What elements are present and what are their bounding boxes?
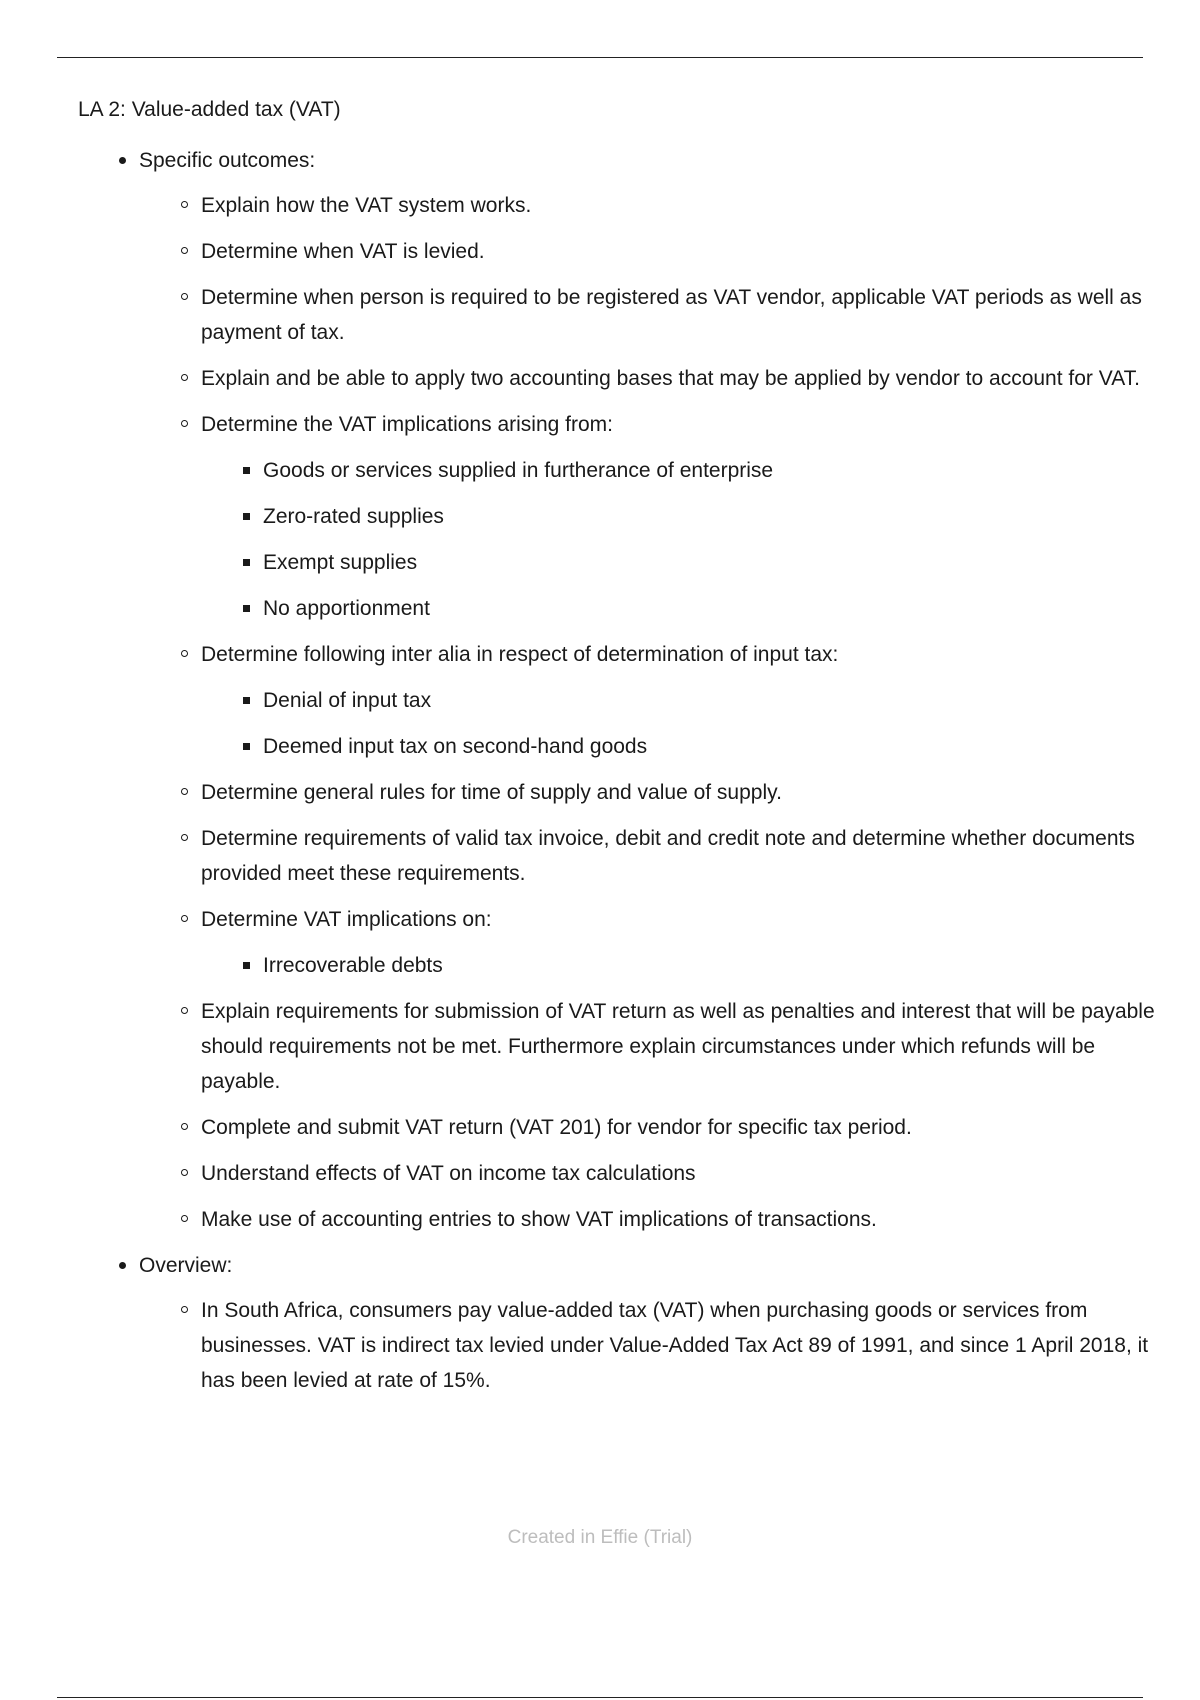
sub-list-item: Goods or services supplied in furtherance of enterprise <box>201 453 1168 488</box>
list-item <box>139 280 1168 350</box>
list-item-text: Determine requirements of valid tax invoice, debit and credit note and determine whether documents provided meet these requirements. <box>201 827 1135 885</box>
list-item <box>139 188 1168 223</box>
list-item-text: Explain how the VAT system works. <box>201 194 532 217</box>
section-label: Specific outcomes: <box>139 149 316 172</box>
sub-list-item: No apportionment <box>201 591 1168 626</box>
list-item <box>139 1110 1168 1145</box>
list-item-text: Explain and be able to apply two accounting bases that may be applied by vendor to account for VAT. <box>201 367 1140 390</box>
overview-list <box>139 1293 1168 1398</box>
list-item <box>139 902 1168 983</box>
list-item <box>139 1156 1168 1191</box>
document-title: LA 2: Value-added tax (VAT) <box>78 98 341 121</box>
top-divider <box>57 57 1143 58</box>
list-item-text: Determine following inter alia in respect of determination of input tax: <box>201 643 839 666</box>
sub-list-item: Irrecoverable debts <box>201 948 1168 983</box>
list-item <box>139 407 1168 626</box>
sub-list <box>201 453 1168 626</box>
document-body <box>78 92 1168 1409</box>
section-list <box>78 143 1168 1398</box>
sub-list <box>201 948 1168 983</box>
list-item <box>139 234 1168 269</box>
list-item-text: Explain requirements for submission of VAT return as well as penalties and interest that will be payable should requirements not be met. Furthermore explain circumstances under which refunds will be payable. <box>201 1000 1155 1093</box>
list-item-text: Determine the VAT implications arising from: <box>201 413 613 436</box>
list-item-text: Determine when VAT is levied. <box>201 240 485 263</box>
list-item <box>139 994 1168 1099</box>
sub-list-item: Denial of input tax <box>201 683 1168 718</box>
list-item-text: Complete and submit VAT return (VAT 201) for vendor for specific tax period. <box>201 1116 912 1139</box>
sub-list-item: Exempt supplies <box>201 545 1168 580</box>
list-item-text: Understand effects of VAT on income tax calculations <box>201 1162 696 1185</box>
sub-list <box>201 683 1168 764</box>
list-item-text: Determine when person is required to be registered as VAT vendor, applicable VAT periods as well as payment of tax. <box>201 286 1142 344</box>
list-item-text: In South Africa, consumers pay value-added tax (VAT) when purchasing goods or services from businesses. VAT is indirect tax levied under Value-Added Tax Act 89 of 1991, and since 1 April 2018, it has been levied at rate of 15%. <box>201 1299 1149 1392</box>
list-item <box>139 361 1168 396</box>
list-item <box>139 637 1168 764</box>
sub-list-item: Zero-rated supplies <box>201 499 1168 534</box>
sub-list-item: Deemed input tax on second-hand goods <box>201 729 1168 764</box>
trial-watermark: Created in Effie (Trial) <box>507 1527 693 1548</box>
list-item <box>139 775 1168 810</box>
list-item <box>139 1293 1168 1398</box>
section-label: Overview: <box>139 1254 233 1277</box>
list-item <box>139 1202 1168 1237</box>
list-item-text: Make use of accounting entries to show VAT implications of transactions. <box>201 1208 877 1231</box>
outcomes-list <box>139 188 1168 1237</box>
bottom-divider <box>57 1697 1143 1698</box>
list-item-text: Determine general rules for time of supply and value of supply. <box>201 781 782 804</box>
list-item-text: Determine VAT implications on: <box>201 908 492 931</box>
section-overview <box>78 1248 1168 1398</box>
list-item <box>139 821 1168 891</box>
section-specific-outcomes <box>78 143 1168 1237</box>
